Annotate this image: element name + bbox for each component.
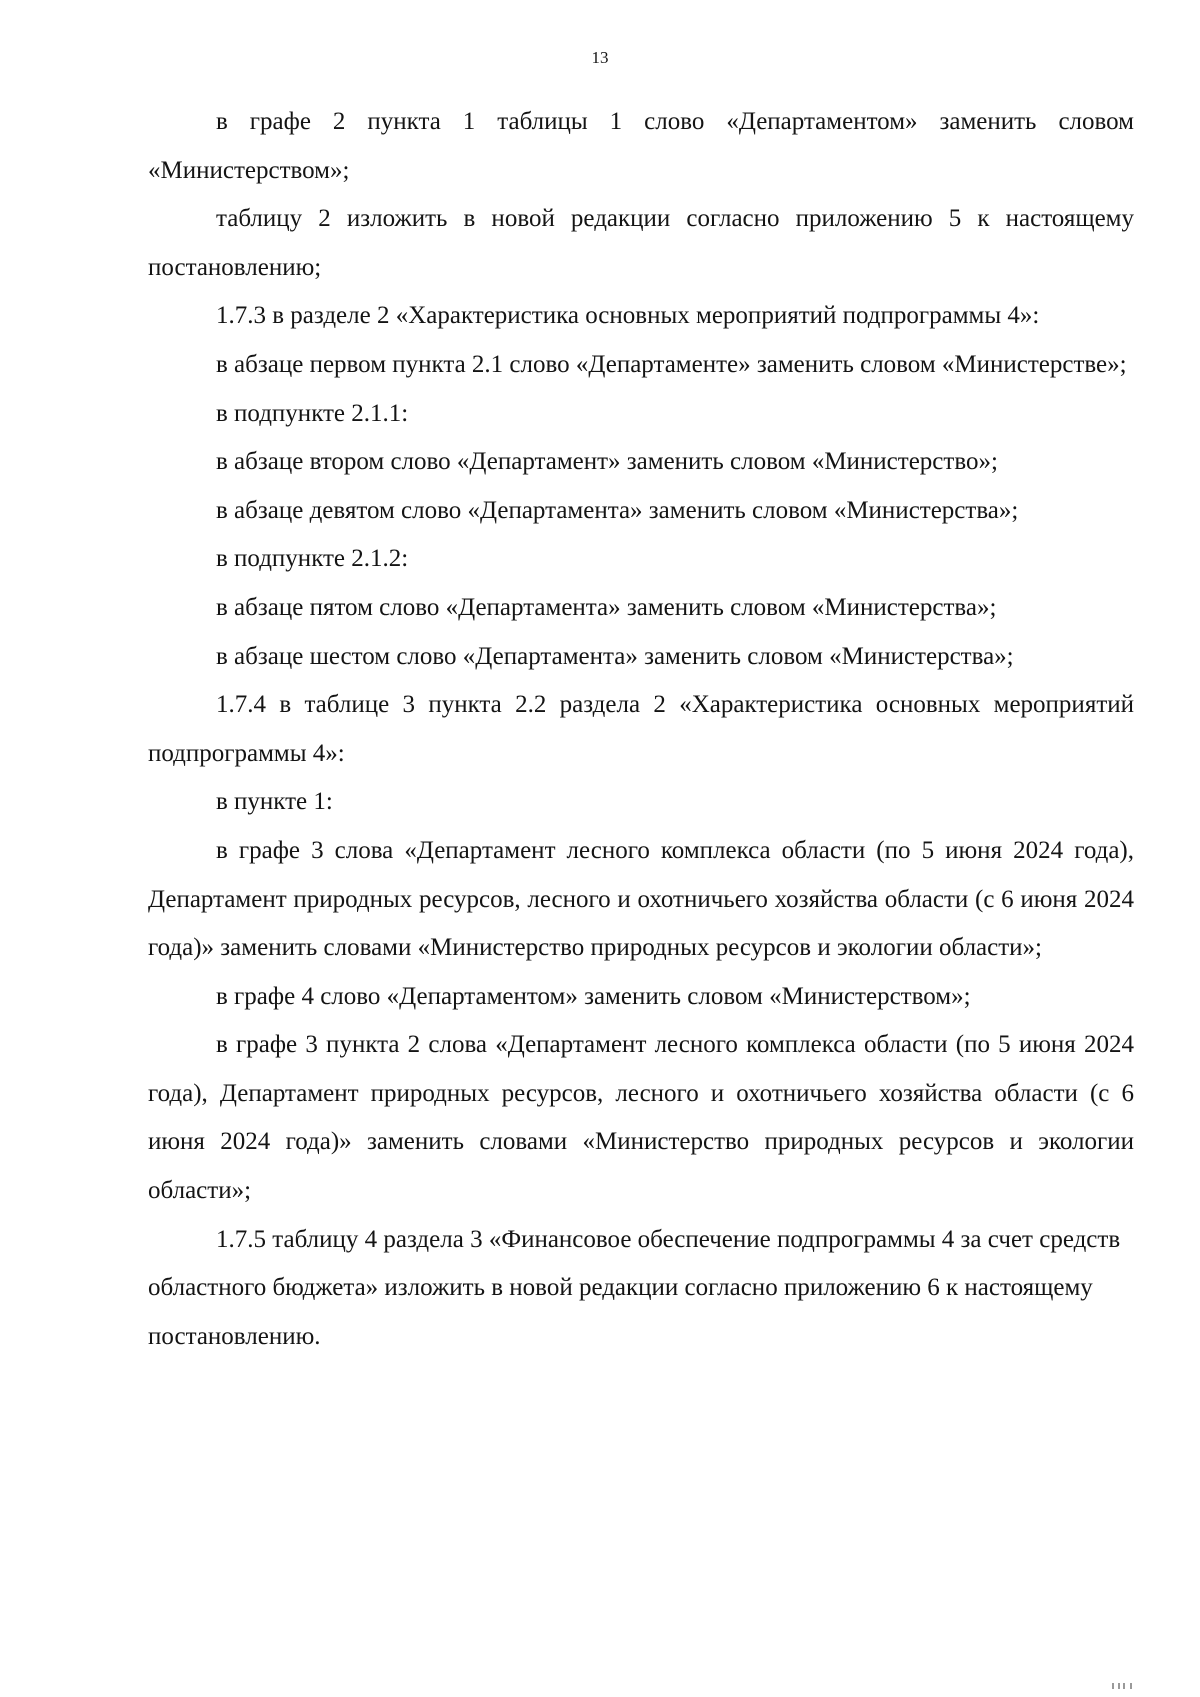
paragraph: в абзаце шестом слово «Департамента» заменить словом «Министерства»;: [216, 642, 1014, 670]
paragraph: в графе 4 слово «Департаментом» заменить словом «Министерством»;: [216, 982, 971, 1010]
paragraph: в абзаце девятом слово «Департамента» заменить словом «Министерства»;: [216, 496, 1019, 524]
paragraph: 1.7.5 таблицу 4 раздела 3 «Финансовое обеспечение подпрограммы 4 за счет средств областного бюджета» изложить в новой редакции согласно приложению 6 к настоящему постановлению.: [148, 1225, 1121, 1350]
paragraph: в графе 3 пункта 2 слова «Департамент лесного комплекса области (по 5 июня 2024 года), Департамент природных ресурсов, лесного и охотничьего хозяйства области (с 6 июня 2024 года)» заменить словами «Министерство природных ресурсов и экологии области»;: [148, 1031, 1134, 1205]
paragraph: в графе 3 слова «Департамент лесного комплекса области (по 5 июня 2024 года), Департамент природных ресурсов, лесного и охотничьего хозяйства области (с 6 июня 2024 года)» заменить словами «Министерство природных ресурсов и экологии области»;: [148, 836, 1134, 962]
paragraph: в подпункте 2.1.1:: [216, 399, 409, 427]
paragraph: в графе 2 пункта 1 таблицы 1 слово «Департаментом» заменить словом «Министерством»;: [148, 108, 1134, 184]
scan-artifact: [1110, 1683, 1136, 1689]
paragraph: в пункте 1:: [216, 788, 333, 816]
paragraph: в абзаце первом пункта 2.1 слово «Департаменте» заменить словом «Министерстве»;: [216, 350, 1127, 378]
paragraph: 1.7.4 в таблице 3 пункта 2.2 раздела 2 «Характеристика основных мероприятий подпрограммы 4»:: [148, 691, 1134, 767]
paragraph: в абзаце втором слово «Департамент» заменить словом «Министерство»;: [216, 448, 998, 476]
document-body: [148, 98, 1134, 1361]
paragraph: 1.7.3 в разделе 2 «Характеристика основных мероприятий подпрограммы 4»:: [216, 302, 1040, 330]
paragraph: таблицу 2 изложить в новой редакции согласно приложению 5 к настоящему постановлению;: [148, 205, 1134, 281]
paragraph: в подпункте 2.1.2:: [216, 545, 409, 573]
page-number: 13: [591, 48, 609, 67]
paragraph: в абзаце пятом слово «Департамента» заменить словом «Министерства»;: [216, 593, 997, 621]
